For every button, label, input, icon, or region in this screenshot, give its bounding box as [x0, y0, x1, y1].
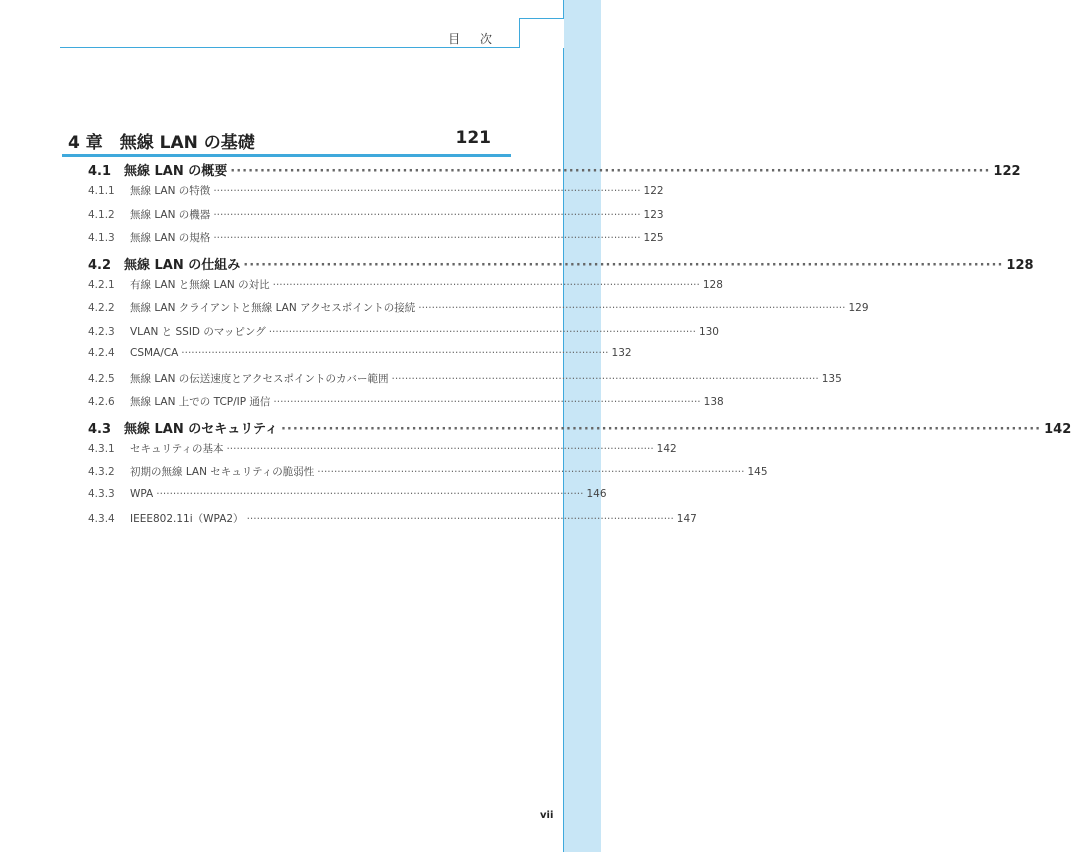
toc-entry-number: 4.1.3 — [88, 232, 115, 244]
toc-entry-title: 無線 LAN クライアントと無線 LAN アクセスポイントの接続 — [130, 302, 416, 314]
toc-entry-page: 138 — [703, 396, 724, 408]
toc-entry-page: 135 — [821, 372, 842, 385]
toc-entry-title: 無線 LAN の機器 — [130, 208, 211, 221]
toc-dot-leader — [317, 466, 744, 478]
toc-entry-number: 4.2 — [88, 257, 112, 273]
toc-subsection-entry[interactable] — [88, 277, 723, 301]
toc-dot-leader — [226, 443, 653, 455]
toc-entry-number: 4.3 — [88, 421, 112, 437]
toc-entry-number: 4.2.2 — [88, 302, 115, 314]
toc-entry-number: 4.3.2 — [88, 466, 115, 478]
toc-dot-leader — [213, 232, 640, 244]
toc-entry-title: 無線 LAN のセキュリティ — [124, 421, 278, 437]
toc-entry-title: WPA — [130, 487, 154, 500]
toc-entry-title: 無線 LAN の概要 — [124, 164, 228, 179]
toc-dot-leader — [230, 164, 990, 179]
toc-entry-title: IEEE802.11i（WPA2） — [130, 513, 244, 525]
toc-entry-title: CSMA/CA — [130, 347, 179, 359]
toc-entry-number: 4.3.3 — [88, 487, 115, 500]
toc-subsection-entry[interactable] — [88, 230, 664, 254]
toc-section-entry[interactable] — [88, 254, 1034, 277]
chapter-heading[interactable] — [62, 124, 511, 157]
toc-entry-page: 142 — [1044, 421, 1071, 437]
toc-entry-number: 4.1.1 — [88, 185, 115, 197]
toc-dot-leader — [273, 279, 700, 291]
toc-entry-page: 128 — [702, 278, 723, 291]
toc-entry-page: 146 — [586, 487, 607, 500]
toc-section-entry[interactable] — [88, 418, 1071, 441]
header-tab-box — [519, 18, 564, 48]
toc-entry-page: 147 — [676, 513, 697, 525]
toc-dot-leader — [418, 302, 845, 314]
running-head: 目 次 — [448, 32, 500, 46]
toc-entry-page: 145 — [747, 466, 768, 478]
toc-subsection-entry[interactable] — [88, 324, 719, 348]
toc-entry-page: 128 — [1006, 257, 1034, 273]
toc-dot-leader — [247, 513, 674, 525]
toc-entry-page: 125 — [643, 232, 664, 244]
toc-entry-page: 122 — [643, 185, 664, 197]
toc-subsection-entry[interactable] — [88, 183, 664, 207]
table-of-contents — [88, 160, 1071, 535]
toc-entry-title: 有線 LAN と無線 LAN の対比 — [130, 278, 270, 291]
toc-entry-title: 無線 LAN の伝送速度とアクセスポイントのカバー範囲 — [130, 372, 389, 385]
toc-entry-page: 142 — [656, 442, 677, 455]
toc-section-entry[interactable] — [88, 160, 1021, 183]
toc-subsection-entry[interactable] — [88, 371, 842, 395]
toc-subsection-entry[interactable] — [88, 207, 664, 231]
toc-subsection-entry[interactable] — [88, 394, 724, 418]
toc-entry-page: 129 — [848, 302, 869, 314]
toc-entry-number: 4.3.1 — [88, 442, 115, 455]
toc-entry-page: 123 — [643, 208, 664, 221]
toc-entry-number: 4.3.4 — [88, 513, 115, 525]
toc-entry-title: 無線 LAN の規格 — [130, 232, 211, 244]
chapter-title: 4 章 無線 LAN の基礎 — [68, 133, 255, 153]
toc-subsection-entry[interactable] — [88, 464, 768, 488]
toc-entry-title: 無線 LAN 上での TCP/IP 通信 — [130, 396, 271, 408]
toc-dot-leader — [392, 373, 819, 385]
toc-entry-title: 無線 LAN の特徴 — [130, 185, 211, 197]
toc-dot-leader — [156, 488, 583, 500]
toc-entry-number: 4.2.1 — [88, 278, 115, 291]
toc-dot-leader — [281, 422, 1041, 437]
toc-subsection-entry[interactable] — [88, 347, 632, 371]
toc-dot-leader — [243, 258, 1003, 273]
toc-dot-leader — [181, 347, 608, 359]
toc-subsection-entry[interactable] — [88, 487, 607, 512]
toc-dot-leader — [273, 396, 700, 408]
toc-entry-number: 4.2.5 — [88, 372, 115, 385]
toc-entry-number: 4.2.6 — [88, 396, 115, 408]
header-rule — [60, 47, 520, 48]
toc-dot-leader — [269, 326, 696, 338]
toc-subsection-entry[interactable] — [88, 300, 869, 324]
toc-entry-page: 122 — [993, 164, 1021, 179]
toc-subsection-entry[interactable] — [88, 441, 677, 465]
toc-entry-number: 4.1.2 — [88, 208, 115, 221]
toc-entry-number: 4.2.4 — [88, 347, 115, 359]
chapter-page-number: 121 — [455, 128, 491, 148]
toc-entry-number: 4.1 — [88, 164, 112, 179]
page-folio: vii — [540, 810, 554, 821]
toc-entry-number: 4.2.3 — [88, 325, 115, 338]
toc-entry-title: 無線 LAN の仕組み — [124, 257, 241, 273]
toc-dot-leader — [213, 185, 640, 197]
toc-subsection-entry[interactable] — [88, 511, 697, 535]
toc-entry-title: セキュリティの基本 — [130, 442, 224, 455]
toc-entry-page: 132 — [611, 347, 632, 359]
toc-entry-title: 初期の無線 LAN セキュリティの脆弱性 — [130, 466, 315, 478]
toc-dot-leader — [213, 209, 640, 221]
toc-entry-page: 130 — [698, 325, 719, 338]
toc-entry-title: VLAN と SSID のマッピング — [130, 325, 266, 338]
